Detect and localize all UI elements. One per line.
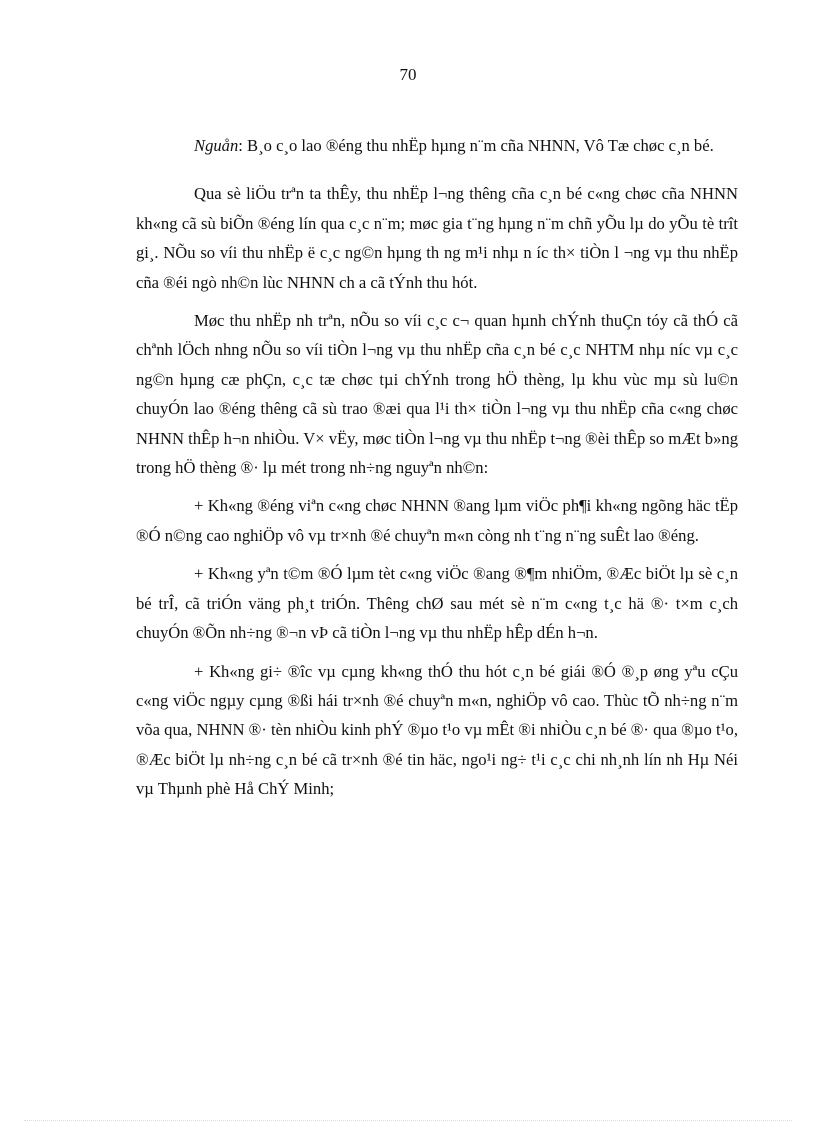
source-text: : B¸o c¸o lao ®éng thu nhËp hµng n¨m cña NHNN, Vô Tæ chøc c¸n bé. [238,136,714,155]
body-text [136,131,738,813]
paragraph-reason-talent: + Kh«ng gi÷ ®îc vµ cµng kh«ng thÓ thu hót c¸n bé giái ®Ó ®¸p øng yªu cÇu c«ng viÖc ngµy cµng ®ßi hái tr×nh ®é chuyªn m«n, nghiÖp vô cao. Thùc tÕ nh÷ng n¨m võa qua, NHNN ®· tèn nhiÒu kinh phÝ ®µo t¹o vµ mÊt ®i nhiÒu c¸n bé ®· qua ®µo t¹o, ®Æc biÖt lµ nh÷ng c¸n bé cã tr×nh ®é tin häc, ngo¹i ng÷ t¹i c¸c chi nh¸nh lín nh Hµ Néi vµ Thµnh phè Hå ChÝ Minh; [136,661,738,799]
source-note [136,131,738,160]
paragraph-salary-comparison: Møc thu nhËp nh trªn, nÕu so víi c¸c c¬ quan hµnh chÝnh thuÇn tóy cã thÓ cã chªnh lÖch nhng nÕu so víi tiÒn l¬ng vµ thu nhËp cña c¸n bé c¸c NHTM nhµ níc vµ c¸c ng©n hµng cæ phÇn, c¸c tæ chøc tµi chÝnh trong hÖ thèng, lµ khu vùc mµ sù lu©n chuyÓn lao ®éng thêng cã sù trao ®æi qua l¹i th× tiÒn l¬ng vµ thu nhËp cña c«ng chøc NHNN thÊp h¬n nhiÒu. V× vËy, møc tiÒn l¬ng vµ thu nhËp t¬ng ®èi thÊp so mÆt b»ng trong hÖ thèng ®· lµ mét trong nh÷ng nguyªn nh©n: [136,311,738,478]
paragraph-salary-trend: Qua sè liÖu trªn ta thÊy, thu nhËp l¬ng thêng cña c¸n bé c«ng chøc cña NHNN kh«ng cã sù biÕn ®éng lín qua c¸c n¨m; møc gia t¨ng hµng n¨m chñ yÕu lµ do yÕu tè trît gi¸. NÕu so víi thu nhËp ë c¸c ng©n hµng th ng m¹i nhµ n íc th× tiÒn l ¬ng vµ thu nhËp cña ®éi ngò nh©n lùc NHNN ch a cã tÝnh thu hót. [136,184,738,292]
paragraph-reason-retention: + Kh«ng yªn t©m ®Ó lµm tèt c«ng viÖc ®ang ®¶m nhiÖm, ®Æc biÖt lµ sè c¸n bé trÎ, cã triÓn väng ph¸t triÓn. Thêng chØ sau mét sè n¨m c«ng t¸c hä ®· t×m c¸ch chuyÓn ®Õn nh÷ng ®¬n vÞ cã tiÒn l¬ng vµ thu nhËp hÊp dÉn h¬n. [136,564,738,643]
footer-divider [24,1120,792,1121]
source-label: Nguån [194,136,239,155]
paragraph-reason-motivation: + Kh«ng ®éng viªn c«ng chøc NHNN ®ang lµm viÖc ph¶i kh«ng ngõng häc tËp ®Ó n©ng cao nghiÖp vô vµ tr×nh ®é chuyªn m«n còng nh t¨ng n¨ng suÊt lao ®éng. [136,496,738,545]
page-number: 70 [399,65,417,84]
